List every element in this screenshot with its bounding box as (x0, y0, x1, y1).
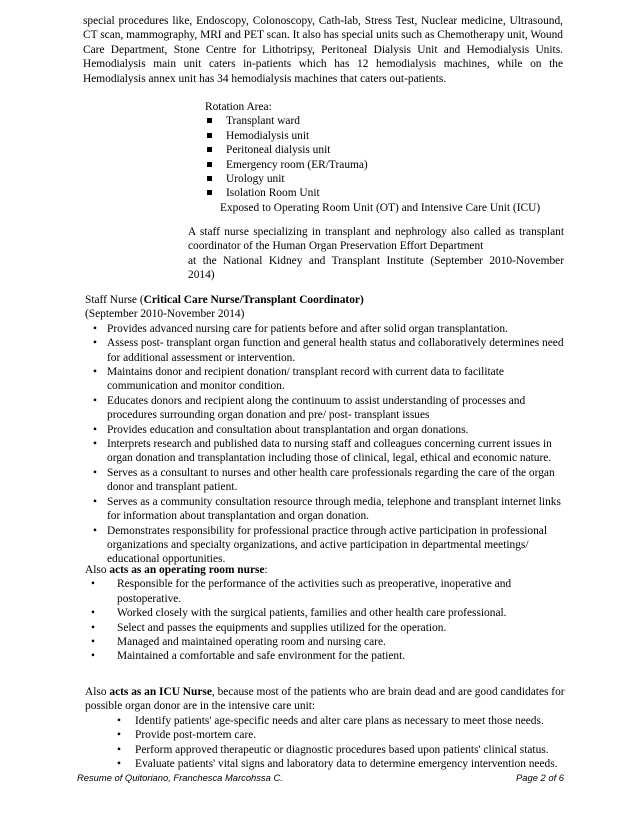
rotation-note-text: Exposed to Operating Room Unit (OT) and Intensive Care Unit (ICU) (220, 201, 541, 214)
icu-item: Provide post-mortem care. (135, 729, 257, 742)
role-dates: (September 2010-November 2014) (85, 308, 245, 321)
icu-suffix: , because most of the patients who are brain dead and are good candidates for possible organ donor are in the intensive care unit: (85, 686, 565, 713)
rotation-item: Hemodialysis unit (226, 129, 310, 142)
duty-text: Interprets research and published data to nursing staff and colleagues concerning current issues in organ donation and transplantation including those of clinical, legal, ethical and economic nature. (107, 438, 552, 465)
bullet-icon: • (117, 758, 121, 771)
operating-room-section (85, 563, 565, 664)
rotation-heading: Rotation Area: (205, 101, 272, 113)
duty-text: Demonstrates responsibility for professional practice through active participation in professional organizations and specialty organizations, and active participation in departmental meetings/ educational opportunities. (107, 524, 547, 566)
bullet-icon: • (93, 524, 97, 537)
staff-note-line: coordinator of the Human Organ Preservation Effort Department (188, 240, 484, 253)
staff-note-line: at the National Kidney and Transplant Institute (September 2010-November 2014) (188, 254, 564, 282)
bullet-icon: • (91, 621, 95, 634)
list-item (205, 158, 585, 172)
list-item (85, 437, 565, 466)
list-item (85, 577, 565, 606)
list-item (85, 322, 565, 336)
duty-text: Educates donors and recipient along the continuum to assist understanding of processes and procedures surrounding organ donation and pre/ post- transplant issues (107, 394, 526, 422)
square-bullet-icon (207, 133, 212, 138)
list-item (85, 365, 565, 394)
icu-section (85, 685, 565, 771)
list-item (85, 757, 565, 771)
or-item: Maintained a comfortable and safe environment for the patient. (117, 650, 406, 663)
or-suffix: : (264, 564, 268, 576)
list-item (205, 172, 585, 186)
square-bullet-icon (207, 176, 212, 181)
staff-nurse-role (85, 293, 565, 567)
rotation-item: Peritoneal dialysis unit (226, 144, 331, 157)
rotation-item: Isolation Room Unit (226, 187, 320, 200)
role-prefix: Staff Nurse ( (85, 294, 144, 306)
list-item (205, 114, 585, 128)
staff-nurse-description (188, 225, 564, 283)
staff-note-line: A staff nurse specializing in transplant and nephrology also called as transplant (188, 226, 564, 238)
rotation-item: Transplant ward (226, 115, 300, 128)
bullet-icon: • (91, 636, 95, 649)
list-item (85, 743, 565, 757)
rotation-item: Emergency room (ER/Trauma) (226, 158, 368, 171)
list-item (85, 466, 565, 495)
list-item (85, 423, 565, 437)
list-item (85, 728, 565, 742)
rotation-item: Urology unit (226, 173, 285, 186)
list-item (85, 336, 565, 365)
icu-item: Evaluate patients' vital signs and laboratory data to determine emergency intervention needs. (135, 758, 558, 771)
icu-list (85, 714, 565, 772)
rotation-note (205, 201, 585, 215)
footer-author: Resume of Quitoriano, Franchesca Marcohssa C. (77, 772, 283, 783)
rotation-area (205, 100, 585, 215)
list-item (85, 524, 565, 567)
duty-text: Maintains donor and recipient donation/ transplant record with current data to facilitate communication and monitor condition. (107, 366, 504, 393)
role-title-bold: Critical Care Nurse/Transplant Coordinator) (143, 294, 364, 306)
bullet-icon: • (93, 337, 97, 350)
or-prefix: Also (85, 564, 110, 576)
operating-room-list (85, 577, 565, 663)
bullet-icon: • (93, 423, 97, 436)
list-item (85, 621, 565, 635)
or-item: Responsible for the performance of the activities such as preoperative, inoperative and postoperative. (117, 578, 512, 605)
square-bullet-icon (207, 162, 212, 167)
duty-text: Provides advanced nursing care for patients before and after solid organ transplantation. (107, 322, 508, 335)
list-item (205, 129, 585, 143)
icu-bold: acts as an ICU Nurse (109, 686, 212, 698)
duty-text: Provides education and consultation about transplantation and organ donations. (107, 423, 469, 436)
role-title (85, 293, 565, 307)
rotation-list (205, 114, 585, 200)
list-item (85, 606, 565, 620)
intro-paragraph: special procedures like, Endoscopy, Colonoscopy, Cath-lab, Stress Test, Nuclear medicine, Ultrasound, CT scan, mammography, MRI and PET scan. It also has special units such as Chemotherapy unit, Wound Care Department, Stone Centre for Lithotripsy, Peritoneal Dialysis Unit and Hemodialysis Units. Hemodialysis main unit caters in-patients which has 12 hemodialysis machines, while on the Hemodialysis annex unit has 34 hemodialysis machines that caters out-patients. (83, 15, 563, 85)
bullet-icon: • (93, 466, 97, 479)
operating-room-heading (85, 563, 565, 577)
bullet-icon: • (117, 729, 121, 742)
or-item: Select and passes the equipments and supplies utilized for the operation. (117, 621, 447, 634)
or-bold: acts as an operating room nurse (109, 564, 265, 576)
bullet-icon: • (91, 650, 95, 663)
list-item (85, 495, 565, 524)
list-item (85, 394, 565, 423)
square-bullet-icon (207, 147, 212, 152)
square-bullet-icon (207, 118, 212, 123)
bullet-icon: • (91, 578, 95, 591)
square-bullet-icon (207, 190, 212, 195)
icu-heading (85, 685, 565, 714)
list-item (205, 143, 585, 157)
bullet-icon: • (117, 743, 121, 756)
icu-prefix: Also (85, 686, 110, 698)
bullet-icon: • (93, 322, 97, 335)
list-item (205, 186, 585, 200)
list-item (85, 635, 565, 649)
list-item (85, 714, 565, 728)
or-item: Managed and maintained operating room and nursing care. (117, 636, 386, 649)
duty-text: Assess post- transplant organ function and general health status and collaboratively determines need for additional assessment or intervention. (107, 337, 564, 364)
bullet-icon: • (93, 495, 97, 508)
bullet-icon: • (93, 394, 97, 407)
bullet-icon: • (117, 714, 121, 727)
duty-text: Serves as a consultant to nurses and other health care professionals regarding the care of the organ donor and transplant patient. (107, 466, 555, 494)
list-item (85, 649, 565, 663)
page-footer (77, 771, 564, 785)
duties-list (85, 322, 565, 567)
bullet-icon: • (93, 438, 97, 451)
duty-text: Serves as a community consultation resource through media, telephone and transplant internet links for information about transplantation and organ donation. (107, 495, 561, 523)
icu-item: Perform approved therapeutic or diagnostic procedures based upon patients' clinical status. (135, 743, 549, 756)
or-item: Worked closely with the surgical patients, families and other health care professional. (117, 607, 507, 620)
bullet-icon: • (93, 366, 97, 379)
bullet-icon: • (91, 607, 95, 620)
icu-item: Identify patients' age-specific needs and alter care plans as necessary to meet those needs. (135, 714, 544, 727)
footer-page-number: Page 2 of 6 (516, 772, 564, 783)
